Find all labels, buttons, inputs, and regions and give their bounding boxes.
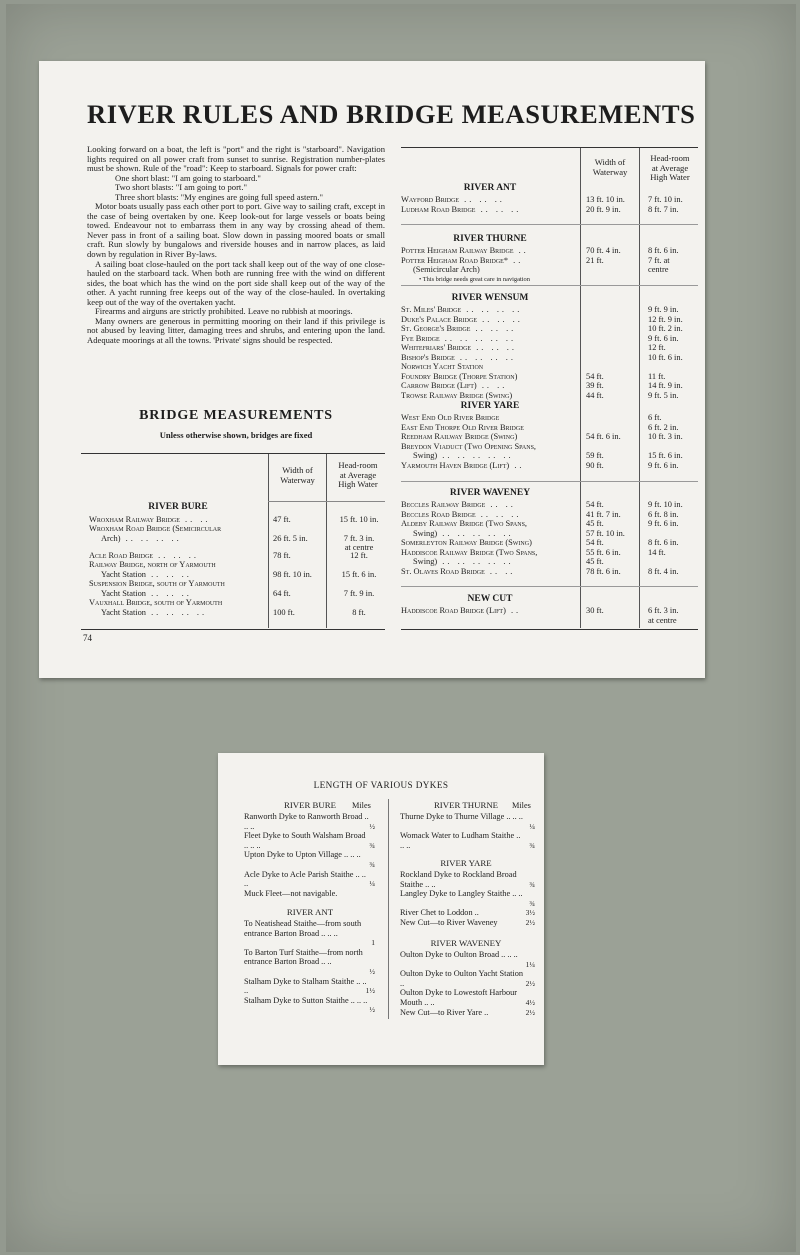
section-new-cut: NEW CUT xyxy=(467,594,513,604)
width-value: 44 ft. xyxy=(586,390,604,400)
page-number: 74 xyxy=(83,633,92,643)
bridge-name: Ludham Road Bridge xyxy=(401,204,476,214)
leader-dots: .. .. .. xyxy=(145,569,192,579)
leader-dots: .. .. .. .. xyxy=(145,607,208,617)
bridge-row xyxy=(413,451,591,461)
bridge-name: Breydon Viaduct (Two Opening Spans, xyxy=(401,441,537,451)
headroom-value: 10 ft. 3 in. xyxy=(648,432,683,441)
river-rules-page xyxy=(39,61,705,678)
bridge-row xyxy=(401,538,579,548)
bridge-row xyxy=(401,324,579,334)
leader-dots: .. .. .. xyxy=(471,343,517,352)
bridge-row xyxy=(401,315,579,325)
headroom-value: 15 ft. 6 in. xyxy=(648,451,683,460)
bridge-name: Vauxhall Bridge, south of Yarmouth xyxy=(89,598,223,607)
bridge-name: Swing) xyxy=(413,451,438,460)
headroom-value: 11 ft. xyxy=(648,371,666,381)
width-value: 47 ft. xyxy=(273,515,291,524)
headroom-value: 8 ft. xyxy=(352,607,366,617)
table-rule xyxy=(268,501,385,502)
bridge-row xyxy=(401,413,579,423)
dykes-clipping xyxy=(218,753,544,1065)
bridge-row xyxy=(89,579,267,589)
width-value: 54 ft. xyxy=(586,500,604,509)
leader-dots: .. xyxy=(505,606,522,615)
width-value: 78 ft. xyxy=(273,551,291,560)
dyke-item: Oulton Dyke to Oulton Yacht Station .. xyxy=(400,969,524,988)
bridge-name: St. Miles' Bridge xyxy=(401,305,462,314)
width-value: 41 ft. 7 in. xyxy=(586,509,621,519)
bridge-name-continued: Yacht Station xyxy=(101,588,146,598)
dyke-miles: 2½ xyxy=(525,918,535,927)
dyke-item: Rockland Dyke to Rockland Broad Staithe .. .. xyxy=(400,870,517,889)
dyke-miles: ½ xyxy=(369,821,375,831)
bridge-row xyxy=(413,557,591,567)
signal-line: Three short blasts: "My engines are going full speed astern." xyxy=(115,191,323,202)
headroom-value: 15 ft. 10 in. xyxy=(339,515,379,524)
dyke-miles: 4½ xyxy=(525,998,535,1007)
width-column-header: Width of Waterway xyxy=(592,157,628,177)
bridge-row xyxy=(401,246,579,256)
leader-dots: .. xyxy=(509,460,525,470)
bridge-row xyxy=(401,423,579,433)
bridge-name: Yarmouth Haven Bridge (Lift) xyxy=(401,460,510,470)
table-rule xyxy=(401,586,698,587)
headroom-value: 15 ft. 6 in. xyxy=(341,569,377,579)
width-value: 55 ft. 6 in. xyxy=(586,547,621,557)
dyke-miles: 1 xyxy=(371,938,375,948)
leader-dots: .. .. xyxy=(485,500,516,509)
bridge-name: East End Thorpe Old River Bridge xyxy=(401,422,524,432)
dyke-miles: ¾ xyxy=(529,898,535,908)
bridge-name: Duke's Palace Bridge xyxy=(401,314,477,324)
headroom-note: centre xyxy=(648,265,669,274)
section-river-ant: RIVER ANT xyxy=(463,183,517,193)
bridge-name: Wroxham Railway Bridge xyxy=(89,515,180,524)
bridge-name: Fye Bridge xyxy=(401,333,440,343)
bridge-row xyxy=(401,205,579,215)
bridge-name: Swing) xyxy=(413,528,438,538)
headroom-value: 9 ft. 6 in. xyxy=(648,333,679,343)
bridge-name: Suspension Bridge, south of Yarmouth xyxy=(89,579,225,588)
bridge-name: Potter Heigham Railway Bridge xyxy=(401,246,514,255)
dyke-miles: ¾ xyxy=(529,879,535,889)
headroom-column-header: Head-room at Average High Water xyxy=(338,460,378,489)
river-rules-text xyxy=(87,145,385,345)
navigation-note: • This bridge needs great care in navigation xyxy=(419,275,530,283)
headroom-value: 7 ft. 9 in. xyxy=(343,588,375,598)
bridge-name: Foundry Bridge (Thorpe Station) xyxy=(401,371,518,381)
bridge-name-continued: Yacht Station xyxy=(101,569,146,579)
dyke-item: Womack Water to Ludham Staithe .. .. .. xyxy=(400,831,521,850)
width-value: 39 ft. xyxy=(586,381,604,390)
dyke-item: To Neatishead Staithe—from south entrance Barton Broad .. .. .. xyxy=(244,919,362,938)
bridge-measurements-subtitle: Unless otherwise shown, bridges are fixed xyxy=(159,430,313,440)
dyke-miles: ½ xyxy=(369,967,375,976)
leader-dots: .. .. .. .. .. xyxy=(437,557,514,566)
bridge-row-continued xyxy=(101,570,267,580)
table-rule xyxy=(401,224,698,225)
dyke-item: New Cut—to River Waveney xyxy=(400,918,498,927)
dyke-item: To Barton Turf Staithe—from north entrance Barton Broad .. .. xyxy=(244,947,363,967)
bridge-row xyxy=(89,524,267,534)
dyke-item: Langley Dyke to Langley Staithe .. .. xyxy=(400,889,523,899)
width-value: 54 ft. xyxy=(586,538,604,547)
leader-dots: .. xyxy=(513,246,529,255)
section-river-yare: RIVER YARE xyxy=(460,401,520,411)
bridge-row xyxy=(401,256,579,266)
headroom-value: 7 ft. at xyxy=(648,255,670,265)
bridge-name-continued: Arch) xyxy=(101,533,121,543)
bridge-row xyxy=(401,195,579,205)
width-value: 59 ft. xyxy=(586,451,604,460)
section-river-bure: RIVER BURE xyxy=(148,502,208,512)
section-river-waveney: RIVER WAVENEY xyxy=(449,488,531,498)
bridge-name: Bishop's Bridge xyxy=(401,352,455,362)
width-value: 20 ft. 9 in. xyxy=(586,204,621,214)
headroom-value: 9 ft. 6 in. xyxy=(648,519,679,528)
width-value: 45 ft. xyxy=(586,557,604,566)
table-rule xyxy=(401,147,698,148)
dyke-item: River Chet to Loddon .. xyxy=(400,908,479,918)
dyke-item: New Cut—to River Yare .. xyxy=(400,1007,489,1017)
headroom-value: 12 ft. xyxy=(648,343,666,352)
dyke-miles: ¾ xyxy=(369,840,375,850)
headroom-value: 9 ft. 10 in. xyxy=(648,500,683,509)
leader-dots: .. .. .. .. xyxy=(120,533,182,543)
dyke-item: Oulton Dyke to Oulton Broad .. .. .. xyxy=(400,950,518,959)
headroom-note: at centre xyxy=(648,615,677,625)
bridge-row xyxy=(401,500,579,510)
dyke-item: Acle Dyke to Acle Parish Staithe .. .. .. xyxy=(244,869,366,889)
bridge-row xyxy=(401,510,579,520)
leader-dots: .. .. .. .. .. xyxy=(439,333,517,343)
bridge-name: Wayford Bridge xyxy=(401,195,460,204)
table-rule xyxy=(401,481,698,482)
headroom-value: 12 ft. 9 in. xyxy=(648,314,683,324)
headroom-value: 9 ft. 5 in. xyxy=(648,390,679,400)
section-river-thurne: RIVER THURNE xyxy=(453,234,527,244)
bridge-name: Reedham Railway Bridge (Swing) xyxy=(401,432,518,441)
width-value: 90 ft. xyxy=(586,460,604,470)
width-value: 54 ft. xyxy=(586,371,604,381)
width-value: 98 ft. 10 in. xyxy=(273,569,312,579)
dyke-item: Stalham Dyke to Stalham Staithe .. .. .. xyxy=(244,976,367,996)
bridge-name: Aldeby Railway Bridge (Two Spans, xyxy=(401,519,528,528)
miles-label-right: Miles xyxy=(512,801,531,810)
dyke-miles: ¾ xyxy=(529,840,535,850)
width-value: 57 ft. 10 in. xyxy=(586,528,625,538)
headroom-value: 8 ft. 4 in. xyxy=(648,566,679,576)
table-rule xyxy=(81,629,385,630)
width-value: 64 ft. xyxy=(273,588,291,598)
headroom-value: 12 ft. xyxy=(350,551,368,560)
bridge-name: Whitefriars' Bridge xyxy=(401,343,472,352)
leader-dots: .. .. .. xyxy=(145,588,192,598)
dyke-miles: ¾ xyxy=(369,860,375,869)
leader-dots: .. .. xyxy=(476,381,508,390)
signal-line: Two short blasts: "I am going to port." xyxy=(115,182,247,193)
headroom-value: 6 ft. xyxy=(648,413,662,422)
bridge-name: Beccles Railway Bridge xyxy=(401,500,486,509)
bridge-row xyxy=(401,343,579,353)
headroom-value: 8 ft. 6 in. xyxy=(648,538,679,547)
dyke-section-heading: RIVER WAVENEY xyxy=(430,938,502,948)
leader-dots: .. .. xyxy=(179,515,211,524)
headroom-value: 14 ft. xyxy=(648,547,666,557)
leader-dots: .. .. .. xyxy=(459,195,505,204)
leader-dots: .. .. .. xyxy=(475,204,522,214)
bridge-measurements-heading: BRIDGE MEASUREMENTS xyxy=(139,408,333,423)
headroom-value: 9 ft. 6 in. xyxy=(648,460,679,470)
dyke-item: Upton Dyke to Upton Village .. .. .. xyxy=(244,850,361,860)
bridge-name: Acle Road Bridge xyxy=(89,551,154,560)
leader-dots: .. .. .. xyxy=(475,509,522,519)
dyke-miles: ¼ xyxy=(529,821,535,831)
bridge-name: Potter Heigham Road Bridge* xyxy=(401,255,509,265)
bridge-row-continued xyxy=(101,608,267,618)
leader-dots: .. .. .. xyxy=(470,324,517,333)
intro-paragraph: A sailing boat close-hauled on the port tack shall keep out of the way of one close-hauled on the starboard tack. When both are running free with the wind on different sides, the boat which has the wind on the port side shall keep out of the way of the other. A yacht running free keeps out of the way of the close-hauled. In overtaking keep out of the way of the overtaken yacht. xyxy=(87,258,385,307)
leader-dots: .. .. .. .. xyxy=(454,352,516,362)
dyke-section-heading: RIVER ANT xyxy=(286,907,334,917)
bridge-row xyxy=(401,334,579,344)
headroom-value: 6 ft. 8 in. xyxy=(648,509,679,519)
dyke-item: Thurne Dyke to Thurne Village .. .. .. xyxy=(400,812,523,821)
leader-dots: .. xyxy=(508,255,524,265)
dykes-title: LENGTH OF VARIOUS DYKES xyxy=(313,780,449,790)
dyke-item: Fleet Dyke to South Walsham Broad .. .. .. xyxy=(244,831,366,850)
bridge-row xyxy=(401,442,579,452)
bridge-name: Trowse Railway Bridge (Swing) xyxy=(401,390,513,400)
bridge-name: Norwich Yacht Station xyxy=(401,362,484,371)
page-title: RIVER RULES AND BRIDGE MEASUREMENTS xyxy=(87,99,696,129)
width-value: 70 ft. 4 in. xyxy=(586,246,621,255)
leader-dots: .. .. .. .. xyxy=(461,305,523,314)
bridge-row xyxy=(401,381,579,391)
section-river-wensum: RIVER WENSUM xyxy=(451,293,529,303)
headroom-value: 8 ft. 7 in. xyxy=(648,204,679,214)
headroom-value: 9 ft. 9 in. xyxy=(648,305,679,314)
bridge-name: Swing) xyxy=(413,557,438,566)
dyke-section-heading: RIVER YARE xyxy=(440,858,492,868)
bridge-name: Somerleyton Railway Bridge (Swing) xyxy=(401,538,532,547)
leader-dots: .. .. .. .. .. xyxy=(437,528,514,538)
bridge-row xyxy=(401,606,579,616)
intro-paragraph: Firearms and airguns are strictly prohibited. Leave no rubbish at moorings. xyxy=(95,306,353,317)
leader-dots: .. .. .. xyxy=(153,551,199,560)
bridge-row xyxy=(401,305,579,315)
bridge-row xyxy=(89,560,267,570)
bridge-row xyxy=(401,461,579,471)
intro-paragraph: Many owners are generous in permitting mooring on their land if this privilege is not abused by leaving litter, damaging trees and shrubs, and entering upon the land. Adequate moorings at all the towns. 'Private' signs should be respected. xyxy=(87,315,385,345)
leader-dots: .. .. .. .. .. xyxy=(437,451,514,460)
column-divider xyxy=(580,148,581,628)
headroom-value: 6 ft. 2 in. xyxy=(648,422,679,432)
headroom-value: 7 ft. 10 in. xyxy=(648,195,683,204)
leader-dots: .. .. .. xyxy=(477,314,523,324)
table-rule xyxy=(81,453,385,454)
leader-dots: .. .. xyxy=(484,566,516,576)
bridge-name-continued: Yacht Station xyxy=(101,607,146,617)
miles-label-left: Miles xyxy=(352,801,371,810)
bridge-row xyxy=(401,432,579,442)
dyke-miles: 3½ xyxy=(525,908,535,918)
width-value: 54 ft. 6 in. xyxy=(586,432,621,441)
headroom-value: 6 ft. 3 in. xyxy=(648,606,679,615)
bridge-name: Haddiscoe Railway Bridge (Two Spans, xyxy=(401,547,538,557)
bridge-name: West End Old River Bridge xyxy=(401,413,500,422)
bridge-name: Haddiscoe Road Bridge (Lift) xyxy=(401,606,506,615)
signal-line: One short blast: "I am going to starboard." xyxy=(115,172,261,183)
dyke-miles: ½ xyxy=(369,1005,375,1015)
table-rule xyxy=(401,285,698,286)
dyke-miles: 2½ xyxy=(525,1007,535,1017)
headroom-value: 10 ft. 6 in. xyxy=(648,352,683,362)
bridge-row xyxy=(401,567,579,577)
width-value: 13 ft. 10 in. xyxy=(586,195,625,204)
headroom-column-header: Head-room at Average High Water xyxy=(650,153,690,182)
dyke-miles: ¼ xyxy=(369,879,375,889)
width-value: 45 ft. xyxy=(586,519,604,528)
bridge-name: (Semicircular Arch) xyxy=(413,265,480,274)
bridge-row xyxy=(401,391,579,401)
dyke-section-heading: RIVER THURNE xyxy=(433,800,499,810)
bridge-name: Wroxham Road Bridge (Semicircular xyxy=(89,524,222,533)
width-value: 21 ft. xyxy=(586,255,604,265)
width-column-header: Width of Waterway xyxy=(280,465,315,485)
bridge-name: St. George's Bridge xyxy=(401,324,471,333)
dyke-section-heading: RIVER BURE xyxy=(283,800,337,810)
dyke-miles: 1¼ xyxy=(525,959,535,969)
width-value: 100 ft. xyxy=(273,607,295,617)
bridge-row xyxy=(401,372,579,382)
bridge-name: Carrow Bridge (Lift) xyxy=(401,381,477,390)
dyke-item: Stalham Dyke to Sutton Staithe .. .. .. xyxy=(244,995,368,1005)
intro-paragraph: Looking forward on a boat, the left is "port" and the right is "starboard". Navigation lights required on all power craft from sunset to sunrise. Registration number-plates must be shown. Rule of the "road": Keep to starboard. Signals for power craft: xyxy=(87,144,385,174)
headroom-value: 14 ft. 9 in. xyxy=(648,381,683,390)
width-value: 78 ft. 6 in. xyxy=(586,566,621,576)
bridge-name: Beccles Road Bridge xyxy=(401,509,476,519)
headroom-value: 7 ft. 3 in. xyxy=(343,533,375,543)
bridge-row-continued xyxy=(101,534,267,544)
dyke-miles: 2½ xyxy=(525,978,535,988)
dyke-item: Muck Fleet—not navigable. xyxy=(244,888,338,898)
bridge-row xyxy=(413,529,591,539)
bridge-name: St. Olaves Road Bridge xyxy=(401,566,485,576)
bridge-name: Railway Bridge, north of Yarmouth xyxy=(89,560,216,569)
bridge-row xyxy=(401,548,579,558)
intro-paragraph: Motor boats usually pass each other port to port. Give way to sailing craft, except in the case of being overtaken by one. Keep look-out for large vessels or boats being towed. Endeavour not to embarrass them in any way by crossing ahead of them. Never pass in front of a sailing boat. Slow down in passing moored boats or small craft. Run slowly by bungalows and riverside houses and in narrow places, as laid down by regulation in River By-laws. xyxy=(87,201,385,260)
bridge-row xyxy=(401,353,579,363)
dyke-miles: 1½ xyxy=(365,986,375,996)
column-divider xyxy=(639,148,640,628)
headroom-note: at centre xyxy=(344,542,374,552)
table-rule xyxy=(401,629,698,630)
dyke-item: Oulton Dyke to Lowestoft Harbour Mouth .. .. xyxy=(400,988,518,1007)
bridge-row xyxy=(89,598,267,608)
bridge-row xyxy=(413,265,591,275)
dyke-item: Ranworth Dyke to Ranworth Broad .. .. .. xyxy=(244,812,369,831)
headroom-value: 10 ft. 2 in. xyxy=(648,324,683,333)
width-value: 30 ft. xyxy=(586,606,604,615)
width-value: 26 ft. 5 in. xyxy=(273,533,308,543)
bridge-row xyxy=(401,519,579,529)
headroom-value: 8 ft. 6 in. xyxy=(648,246,679,255)
bridge-row-continued xyxy=(101,589,267,599)
bridge-row xyxy=(401,362,579,372)
column-divider xyxy=(388,799,389,1019)
